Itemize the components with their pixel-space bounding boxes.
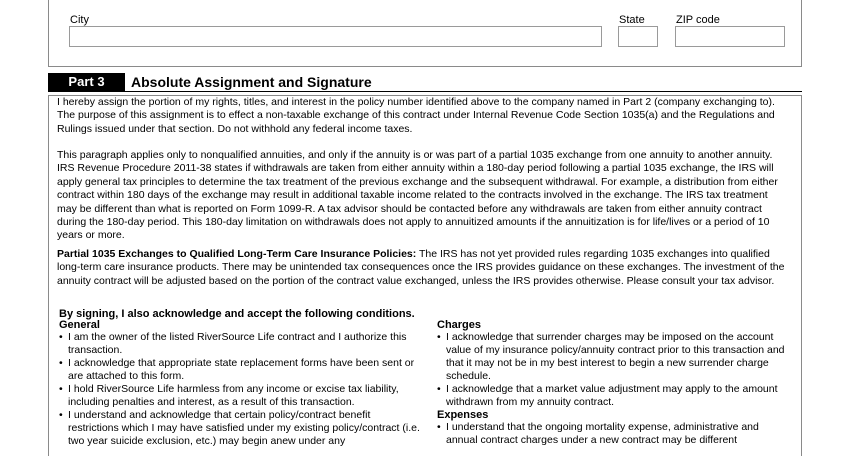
list-item: • I hold RiverSource Life harmless from any income or excise tax liability, including penalties and interest, as a result of this transaction. — [59, 383, 424, 409]
expenses-list — [437, 421, 785, 447]
general-column — [59, 319, 424, 448]
ltc-text: The IRS has not yet provided rules regarding 1035 exchanges into qualified long-term care insurance products. There may be unintended tax consequences once the IRS provides guidance on these exchanges. The investment of the annuity contract will be adjusted based on the portion of the contract value exchanged, unless the IRS provides otherwise. Please consult your tax advisor. — [57, 248, 785, 287]
part-header-rule — [48, 91, 802, 92]
expenses-heading: Expenses — [437, 409, 489, 421]
charges-column — [437, 319, 785, 447]
general-heading: General — [59, 319, 100, 331]
list-item: • I am the owner of the listed RiverSource Life contract and I authorize this transaction. — [59, 331, 424, 357]
irs-paragraph: This paragraph applies only to nonqualified annuities, and only if the annuity is or was part of a partial 1035 exchange from one annuity to another annuity. IRS Revenue Procedure 2011-38 states if withdrawals are taken from either annuity within a 180-day period following a partial 1035 exchange, the IRS will apply general tax principles to determine the tax treatment of the previous exchange and the subsequent withdrawal. For example, a distribution from either contract within 180 days of the exchange may result in additional taxable income related to the contracts involved in the exchange. The IRS tax treatment may be different than what is reported on Form 1099-R. A tax advisor should be contacted before any withdrawals are taken from either annuity contract during the 180-day period. This 180-day limitation on withdrawals does not apply to annuitized amounts if the annuitization is for life/lives or a period of 10 years or more. — [57, 149, 778, 242]
state-field[interactable] — [618, 26, 658, 47]
list-item: • I acknowledge that a market value adjustment may apply to the amount withdrawn from my annuity contract. — [437, 383, 785, 409]
zip-field[interactable] — [675, 26, 785, 47]
charges-list — [437, 331, 785, 409]
state-label: State — [619, 14, 645, 26]
part-title: Absolute Assignment and Signature — [131, 74, 372, 90]
list-item: • I acknowledge that surrender charges may be imposed on the account value of my insurance policy/annuity contract prior to this transaction and that it may not be in my best interest to begin a new surrender charge schedule. — [437, 331, 785, 383]
general-list — [59, 331, 424, 448]
ltc-heading: Partial 1035 Exchanges to Qualified Long-Term Care Insurance Policies: — [57, 248, 417, 260]
list-item: • I understand that the ongoing mortality expense, administrative and annual contract charges under a new contract may be different — [437, 421, 785, 447]
acknowledgement-heading: By signing, I also acknowledge and accept the following conditions. — [59, 308, 415, 320]
assignment-paragraph: I hereby assign the portion of my rights, titles, and interest in the policy number identified above to the company named in Part 2 (company exchanging to). The purpose of this assignment is to effect a non-taxable exchange of this contract under Internal Revenue Code Section 1035(a) and the Regulations and Rulings issued under that section. Do not withhold any federal income taxes. — [57, 96, 775, 135]
charges-heading: Charges — [437, 319, 482, 331]
zip-label: ZIP code — [676, 14, 720, 26]
ltc-paragraph — [57, 248, 785, 288]
city-field[interactable] — [69, 26, 602, 47]
list-item: • I acknowledge that appropriate state replacement forms have been sent or are attached to this form. — [59, 357, 424, 383]
part-number-tag: Part 3 — [48, 73, 125, 91]
list-item: • I understand and acknowledge that certain policy/contract benefit restrictions which I may have satisfied under my existing policy/contract (i.e. two year suicide exclusion, etc.) may begin anew under any — [59, 409, 424, 448]
city-label: City — [70, 14, 89, 26]
